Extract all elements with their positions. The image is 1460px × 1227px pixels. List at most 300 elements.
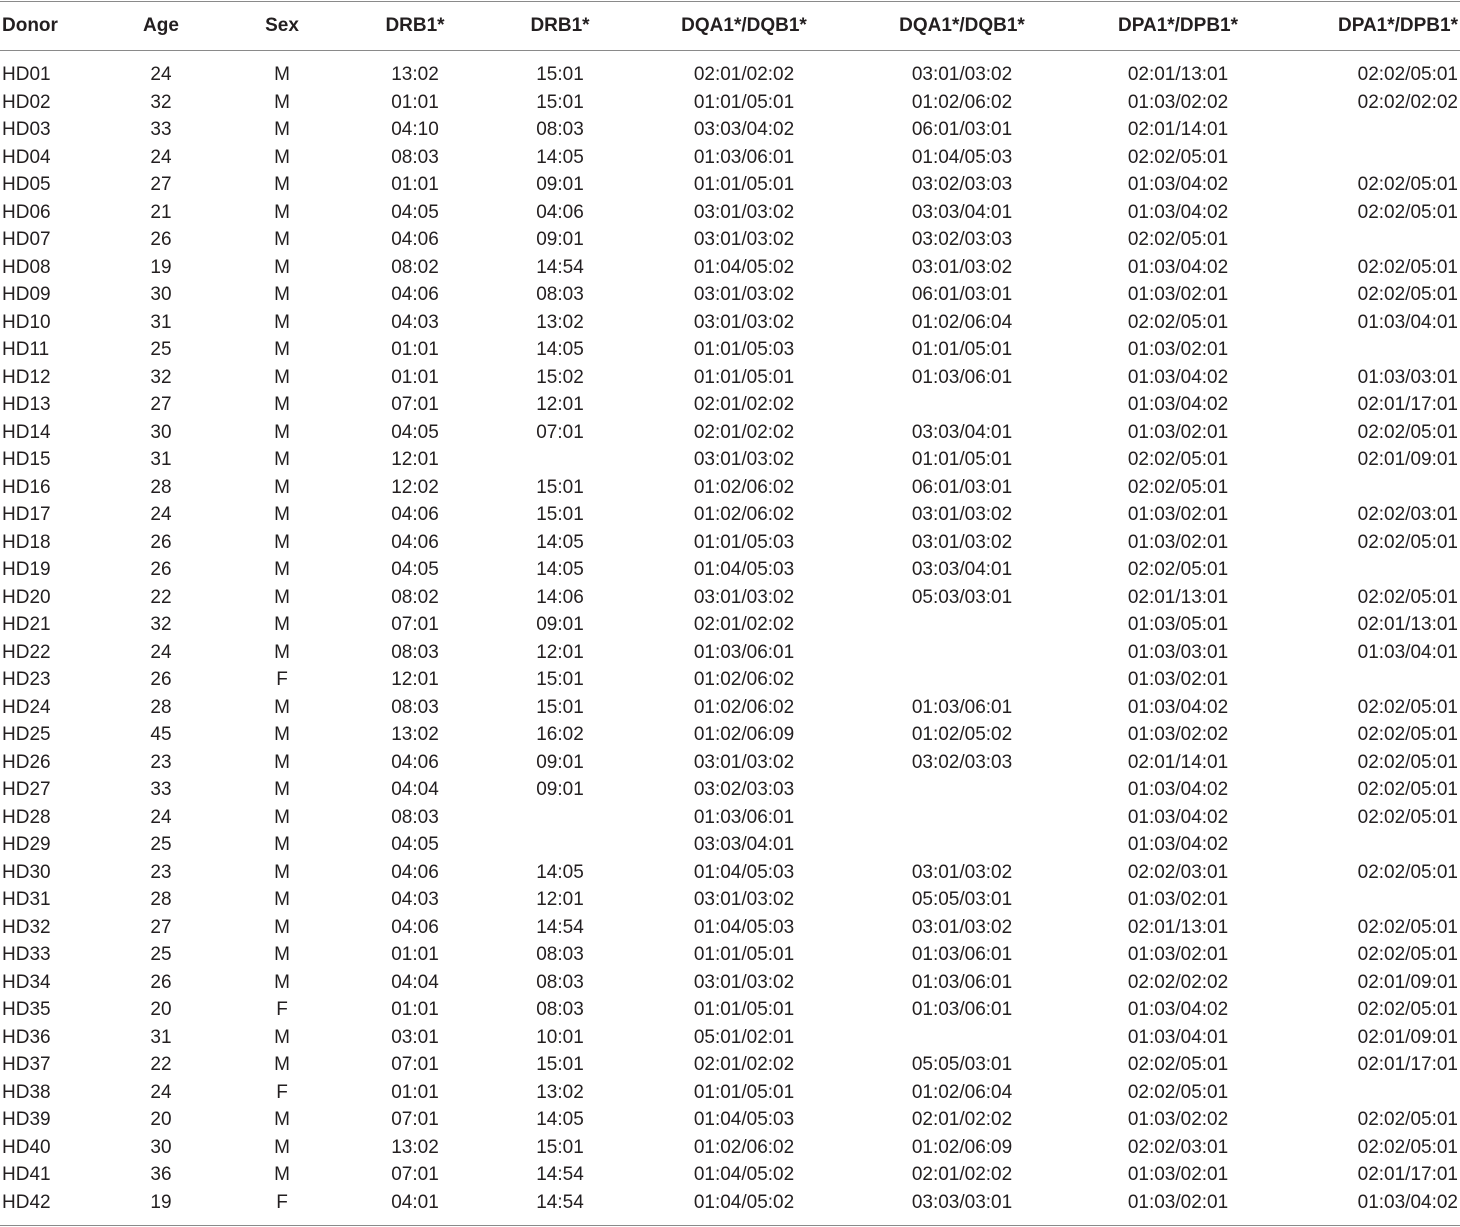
cell-donor: HD32 xyxy=(2,916,51,938)
cell-drb1-1: 12:01 xyxy=(391,669,439,690)
cell-donor: HD12 xyxy=(2,366,51,388)
cell-dqa1-dqb1-2: 03:01/03:02 xyxy=(911,64,1013,85)
cell-dqa1-dqb1-2: 01:03/06:01 xyxy=(911,696,1013,718)
cell-drb1-1: 04:06 xyxy=(391,916,439,938)
cell-donor: HD04 xyxy=(2,146,51,168)
cell-age: 22 xyxy=(150,1054,172,1075)
cell-sex: M xyxy=(274,1054,290,1075)
cell-sex: M xyxy=(274,531,290,553)
cell-drb1-2: 04:06 xyxy=(536,201,584,223)
cell-drb1-1: 07:01 xyxy=(391,614,439,635)
cell-age: 26 xyxy=(150,971,172,993)
cell-drb1-1: 04:06 xyxy=(391,751,439,773)
cell-age: 30 xyxy=(150,421,172,443)
cell-drb1-2: 14:05 xyxy=(536,559,584,580)
cell-age: 31 xyxy=(150,311,172,333)
cell-drb1-2: 13:02 xyxy=(536,311,584,333)
table-bottom-rule xyxy=(0,1225,1460,1226)
cell-sex: M xyxy=(274,971,290,993)
header-drb1-allele-2: DRB1* xyxy=(530,15,590,36)
cell-dqa1-dqb1-1: 02:01/02:02 xyxy=(693,421,795,443)
cell-age: 23 xyxy=(150,751,172,773)
cell-age: 25 xyxy=(150,339,172,360)
cell-sex: M xyxy=(274,696,290,718)
cell-dqa1-dqb1-1: 01:02/06:02 xyxy=(693,504,795,525)
cell-sex: M xyxy=(274,229,290,250)
cell-dqa1-dqb1-2: 01:02/06:04 xyxy=(911,1081,1013,1103)
cell-drb1-1: 04:06 xyxy=(391,531,439,553)
table-row xyxy=(0,228,1460,256)
cell-sex: M xyxy=(274,559,290,580)
cell-sex: M xyxy=(274,1026,290,1048)
cell-donor: HD18 xyxy=(2,531,51,553)
cell-drb1-1: 04:01 xyxy=(391,1191,439,1213)
cell-sex: M xyxy=(274,339,290,360)
cell-donor: HD41 xyxy=(2,1164,51,1185)
cell-dqa1-dqb1-2: 03:01/03:02 xyxy=(911,916,1013,938)
cell-donor: HD24 xyxy=(2,696,51,718)
cell-dqa1-dqb1-1: 01:03/06:01 xyxy=(693,146,795,168)
cell-drb1-1: 01:01 xyxy=(391,174,439,195)
cell-dqa1-dqb1-2: 06:01/03:01 xyxy=(911,119,1013,140)
cell-drb1-1: 01:01 xyxy=(391,999,439,1020)
table-row xyxy=(0,943,1460,971)
table-row xyxy=(0,146,1460,174)
cell-sex: M xyxy=(274,724,290,745)
table-row xyxy=(0,256,1460,284)
cell-donor: HD02 xyxy=(2,91,51,113)
cell-dpa1-dpb1-2: 02:02/05:01 xyxy=(1357,174,1458,195)
cell-drb1-1: 08:03 xyxy=(391,146,439,168)
table-row xyxy=(0,1053,1460,1081)
cell-dpa1-dpb1-1: 01:03/02:01 xyxy=(1127,504,1229,525)
cell-dqa1-dqb1-1: 03:01/03:02 xyxy=(693,971,795,993)
table-row xyxy=(0,1026,1460,1054)
cell-sex: M xyxy=(274,146,290,168)
cell-dqa1-dqb1-1: 03:01/03:02 xyxy=(693,586,795,608)
table-row xyxy=(0,201,1460,229)
table-row xyxy=(0,668,1460,696)
cell-drb1-2: 15:01 xyxy=(536,64,584,85)
table-row xyxy=(0,641,1460,669)
cell-drb1-2: 12:01 xyxy=(536,641,584,663)
cell-dqa1-dqb1-1: 02:01/02:02 xyxy=(693,614,795,635)
cell-sex: M xyxy=(274,861,290,883)
cell-donor: HD19 xyxy=(2,559,51,580)
cell-drb1-2: 14:54 xyxy=(536,916,584,938)
cell-age: 32 xyxy=(150,614,172,635)
cell-dqa1-dqb1-2: 05:03/03:01 xyxy=(911,586,1013,608)
cell-dqa1-dqb1-1: 02:01/02:02 xyxy=(693,64,795,85)
cell-sex: M xyxy=(274,1164,290,1185)
cell-sex: F xyxy=(276,999,288,1020)
cell-donor: HD27 xyxy=(2,779,51,800)
cell-dpa1-dpb1-1: 01:03/04:02 xyxy=(1127,366,1229,388)
cell-drb1-2: 14:05 xyxy=(536,146,584,168)
cell-drb1-1: 01:01 xyxy=(391,944,439,965)
cell-dpa1-dpb1-1: 02:02/05:01 xyxy=(1127,146,1229,168)
cell-drb1-1: 01:01 xyxy=(391,1081,439,1103)
cell-dpa1-dpb1-1: 01:03/02:01 xyxy=(1127,531,1229,553)
cell-drb1-2: 15:01 xyxy=(536,696,584,718)
cell-donor: HD11 xyxy=(2,339,50,360)
cell-dqa1-dqb1-1: 01:01/05:01 xyxy=(693,1081,795,1103)
cell-drb1-1: 04:10 xyxy=(391,119,439,140)
cell-sex: M xyxy=(274,779,290,800)
cell-dpa1-dpb1-1: 02:02/05:01 xyxy=(1127,476,1229,498)
table-header-row xyxy=(0,0,1460,50)
cell-age: 26 xyxy=(150,531,172,553)
cell-dqa1-dqb1-2: 03:01/03:02 xyxy=(911,504,1013,525)
cell-dqa1-dqb1-2: 06:01/03:01 xyxy=(911,476,1013,498)
cell-sex: M xyxy=(274,504,290,525)
cell-donor: HD14 xyxy=(2,421,51,443)
cell-donor: HD09 xyxy=(2,284,51,305)
table-row xyxy=(0,393,1460,421)
cell-drb1-1: 07:01 xyxy=(391,1109,439,1130)
cell-dqa1-dqb1-2: 01:02/06:04 xyxy=(911,311,1013,333)
cell-age: 26 xyxy=(150,669,172,690)
cell-dpa1-dpb1-1: 01:03/02:01 xyxy=(1127,421,1229,443)
cell-sex: M xyxy=(274,284,290,305)
table-row xyxy=(0,1136,1460,1164)
cell-age: 27 xyxy=(150,394,172,415)
cell-sex: M xyxy=(274,119,290,140)
cell-drb1-2: 09:01 xyxy=(536,779,584,800)
cell-drb1-2: 09:01 xyxy=(536,174,584,195)
cell-dqa1-dqb1-1: 03:01/03:02 xyxy=(693,889,795,910)
cell-donor: HD06 xyxy=(2,201,51,223)
cell-dpa1-dpb1-2: 02:02/05:01 xyxy=(1357,421,1458,443)
cell-dpa1-dpb1-1: 02:02/03:01 xyxy=(1127,1136,1229,1158)
table-row xyxy=(0,751,1460,779)
table-row xyxy=(0,63,1460,91)
cell-dqa1-dqb1-1: 01:02/06:09 xyxy=(693,724,795,745)
cell-dqa1-dqb1-1: 02:01/02:02 xyxy=(693,1054,795,1075)
cell-sex: M xyxy=(274,889,290,910)
cell-drb1-2: 14:05 xyxy=(536,339,584,360)
cell-age: 27 xyxy=(150,174,172,195)
cell-sex: F xyxy=(276,669,288,690)
cell-sex: M xyxy=(274,1136,290,1158)
header-age: Age xyxy=(143,15,179,36)
cell-drb1-1: 04:03 xyxy=(391,311,439,333)
cell-drb1-2: 14:05 xyxy=(536,531,584,553)
cell-drb1-1: 01:01 xyxy=(391,339,439,360)
table-row xyxy=(0,338,1460,366)
cell-donor: HD01 xyxy=(2,64,51,85)
cell-drb1-2: 07:01 xyxy=(536,421,584,443)
cell-dpa1-dpb1-1: 02:02/05:01 xyxy=(1127,449,1229,470)
cell-age: 24 xyxy=(150,64,172,85)
cell-age: 33 xyxy=(150,779,172,800)
cell-age: 23 xyxy=(150,861,172,883)
cell-donor: HD16 xyxy=(2,476,51,498)
cell-drb1-1: 04:05 xyxy=(391,834,439,855)
cell-dqa1-dqb1-2: 03:03/04:01 xyxy=(911,559,1013,580)
table-row xyxy=(0,283,1460,311)
cell-dpa1-dpb1-2: 02:01/17:01 xyxy=(1357,394,1458,415)
table-row xyxy=(0,998,1460,1026)
cell-drb1-1: 04:06 xyxy=(391,229,439,250)
cell-dqa1-dqb1-2: 03:02/03:03 xyxy=(911,229,1013,250)
cell-age: 36 xyxy=(150,1164,172,1185)
cell-drb1-2: 08:03 xyxy=(536,119,584,140)
cell-drb1-2: 15:01 xyxy=(536,91,584,113)
cell-drb1-2: 15:01 xyxy=(536,1136,584,1158)
cell-dqa1-dqb1-2: 03:02/03:03 xyxy=(911,751,1013,773)
table-row xyxy=(0,806,1460,834)
cell-drb1-2: 12:01 xyxy=(536,889,584,910)
cell-drb1-2: 12:01 xyxy=(536,394,584,415)
cell-drb1-2: 14:06 xyxy=(536,586,584,608)
table-row xyxy=(0,311,1460,339)
cell-dpa1-dpb1-2: 02:02/05:01 xyxy=(1357,779,1458,800)
table-row xyxy=(0,613,1460,641)
cell-donor: HD26 xyxy=(2,751,51,773)
cell-drb1-2: 13:02 xyxy=(536,1081,584,1103)
cell-dpa1-dpb1-2: 02:02/05:01 xyxy=(1357,916,1458,938)
cell-donor: HD25 xyxy=(2,724,51,745)
cell-sex: M xyxy=(274,311,290,333)
cell-age: 26 xyxy=(150,559,172,580)
cell-dqa1-dqb1-1: 03:01/03:02 xyxy=(693,229,795,250)
cell-dpa1-dpb1-1: 02:01/13:01 xyxy=(1127,64,1229,85)
cell-age: 28 xyxy=(150,889,172,910)
cell-age: 24 xyxy=(150,806,172,828)
cell-dqa1-dqb1-1: 01:01/05:01 xyxy=(693,91,795,113)
cell-sex: M xyxy=(274,366,290,388)
cell-dqa1-dqb1-2: 02:01/02:02 xyxy=(911,1164,1013,1185)
cell-drb1-1: 13:02 xyxy=(391,724,439,745)
cell-dqa1-dqb1-2: 06:01/03:01 xyxy=(911,284,1013,305)
cell-dqa1-dqb1-1: 01:01/05:03 xyxy=(693,531,795,553)
cell-sex: M xyxy=(274,91,290,113)
cell-donor: HD28 xyxy=(2,806,51,828)
cell-dpa1-dpb1-2: 02:02/05:01 xyxy=(1357,944,1458,965)
cell-dpa1-dpb1-2: 01:03/03:01 xyxy=(1357,366,1458,388)
cell-drb1-1: 13:02 xyxy=(391,64,439,85)
cell-dpa1-dpb1-1: 01:03/02:01 xyxy=(1127,1164,1229,1185)
cell-age: 22 xyxy=(150,586,172,608)
cell-drb1-1: 01:01 xyxy=(391,366,439,388)
table-row xyxy=(0,778,1460,806)
cell-drb1-2: 09:01 xyxy=(536,614,584,635)
cell-age: 28 xyxy=(150,476,172,498)
cell-sex: M xyxy=(274,421,290,443)
cell-sex: M xyxy=(274,751,290,773)
cell-sex: M xyxy=(274,394,290,415)
cell-dpa1-dpb1-1: 02:02/05:01 xyxy=(1127,1054,1229,1075)
cell-dqa1-dqb1-2: 03:01/03:02 xyxy=(911,861,1013,883)
cell-drb1-1: 07:01 xyxy=(391,1164,439,1185)
cell-dqa1-dqb1-2: 03:01/03:02 xyxy=(911,256,1013,278)
cell-dpa1-dpb1-1: 01:03/03:01 xyxy=(1127,641,1229,663)
cell-donor: HD35 xyxy=(2,999,51,1020)
table-row xyxy=(0,91,1460,119)
cell-dqa1-dqb1-1: 03:01/03:02 xyxy=(693,751,795,773)
cell-drb1-2: 08:03 xyxy=(536,971,584,993)
cell-age: 32 xyxy=(150,91,172,113)
cell-drb1-1: 12:01 xyxy=(391,449,439,470)
cell-drb1-1: 04:06 xyxy=(391,504,439,525)
cell-dpa1-dpb1-1: 01:03/04:02 xyxy=(1127,834,1229,855)
cell-age: 20 xyxy=(150,1109,172,1130)
cell-dpa1-dpb1-1: 01:03/04:02 xyxy=(1127,256,1229,278)
cell-drb1-1: 04:05 xyxy=(391,559,439,580)
table-row xyxy=(0,421,1460,449)
cell-age: 25 xyxy=(150,834,172,855)
cell-sex: F xyxy=(276,1081,288,1103)
cell-age: 28 xyxy=(150,696,172,718)
cell-dpa1-dpb1-2: 01:03/04:01 xyxy=(1357,311,1458,333)
cell-drb1-2: 14:05 xyxy=(536,861,584,883)
table-row xyxy=(0,173,1460,201)
cell-drb1-1: 04:04 xyxy=(391,779,439,800)
cell-donor: HD39 xyxy=(2,1109,51,1130)
cell-dpa1-dpb1-1: 02:01/13:01 xyxy=(1127,916,1229,938)
cell-dpa1-dpb1-1: 02:02/03:01 xyxy=(1127,861,1229,883)
cell-donor: HD03 xyxy=(2,119,51,140)
cell-dqa1-dqb1-1: 01:04/05:03 xyxy=(693,861,795,883)
cell-dqa1-dqb1-1: 01:02/06:02 xyxy=(693,696,795,718)
cell-drb1-1: 04:05 xyxy=(391,201,439,223)
cell-age: 25 xyxy=(150,944,172,965)
header-dqa1-dqb1-1: DQA1*/DQB1* xyxy=(681,15,807,36)
table-row xyxy=(0,1081,1460,1109)
table-row xyxy=(0,1191,1460,1219)
cell-donor: HD34 xyxy=(2,971,51,993)
cell-dqa1-dqb1-1: 03:01/03:02 xyxy=(693,311,795,333)
cell-dqa1-dqb1-2: 05:05/03:01 xyxy=(911,889,1013,910)
cell-dpa1-dpb1-1: 01:03/04:02 xyxy=(1127,696,1229,718)
cell-drb1-2: 10:01 xyxy=(536,1026,584,1048)
cell-dqa1-dqb1-1: 01:04/05:03 xyxy=(693,916,795,938)
cell-dpa1-dpb1-1: 01:03/02:01 xyxy=(1127,669,1229,690)
cell-dpa1-dpb1-1: 01:03/02:02 xyxy=(1127,91,1229,113)
cell-dpa1-dpb1-2: 02:02/05:01 xyxy=(1357,531,1458,553)
cell-drb1-2: 14:54 xyxy=(536,1164,584,1185)
cell-donor: HD05 xyxy=(2,174,51,195)
cell-dqa1-dqb1-1: 01:02/06:02 xyxy=(693,669,795,690)
cell-sex: M xyxy=(274,201,290,223)
cell-dqa1-dqb1-1: 03:01/03:02 xyxy=(693,449,795,470)
cell-dpa1-dpb1-2: 02:02/05:01 xyxy=(1357,724,1458,745)
cell-dpa1-dpb1-1: 02:02/05:01 xyxy=(1127,311,1229,333)
header-dpa1-dpb1-2: DPA1*/DPB1* xyxy=(1337,15,1458,36)
header-sex: Sex xyxy=(265,15,299,36)
cell-dqa1-dqb1-2: 01:03/06:01 xyxy=(911,944,1013,965)
cell-sex: M xyxy=(274,1109,290,1130)
cell-drb1-1: 08:03 xyxy=(391,641,439,663)
cell-drb1-2: 15:01 xyxy=(536,504,584,525)
cell-donor: HD13 xyxy=(2,394,51,415)
cell-age: 45 xyxy=(150,724,172,745)
cell-dpa1-dpb1-1: 01:03/02:02 xyxy=(1127,724,1229,745)
cell-dpa1-dpb1-1: 01:03/04:02 xyxy=(1127,806,1229,828)
cell-dpa1-dpb1-1: 01:03/02:01 xyxy=(1127,284,1229,305)
cell-donor: HD42 xyxy=(2,1191,51,1213)
cell-dqa1-dqb1-1: 01:04/05:03 xyxy=(693,1109,795,1130)
cell-dqa1-dqb1-1: 01:03/06:01 xyxy=(693,641,795,663)
table-row xyxy=(0,558,1460,586)
cell-age: 30 xyxy=(150,284,172,305)
cell-dqa1-dqb1-1: 01:01/05:01 xyxy=(693,366,795,388)
header-dqa1-dqb1-2: DQA1*/DQB1* xyxy=(899,15,1025,36)
cell-sex: M xyxy=(274,586,290,608)
cell-dqa1-dqb1-2: 01:01/05:01 xyxy=(911,449,1013,470)
cell-drb1-1: 12:02 xyxy=(391,476,439,498)
cell-drb1-1: 04:05 xyxy=(391,421,439,443)
cell-dqa1-dqb1-1: 01:04/05:02 xyxy=(693,256,795,278)
cell-dpa1-dpb1-2: 02:02/05:01 xyxy=(1357,586,1458,608)
cell-donor: HD30 xyxy=(2,861,51,883)
cell-drb1-2: 09:01 xyxy=(536,751,584,773)
table-row xyxy=(0,888,1460,916)
cell-dqa1-dqb1-2: 03:03/04:01 xyxy=(911,201,1013,223)
cell-dqa1-dqb1-2: 01:03/06:01 xyxy=(911,971,1013,993)
cell-age: 24 xyxy=(150,1081,172,1103)
cell-donor: HD07 xyxy=(2,229,51,250)
cell-dqa1-dqb1-2: 03:03/04:01 xyxy=(911,421,1013,443)
cell-dpa1-dpb1-1: 01:03/02:01 xyxy=(1127,944,1229,965)
cell-drb1-2: 08:03 xyxy=(536,999,584,1020)
cell-age: 24 xyxy=(150,641,172,663)
cell-sex: M xyxy=(274,641,290,663)
cell-drb1-1: 07:01 xyxy=(391,394,439,415)
cell-sex: M xyxy=(274,449,290,470)
table-row xyxy=(0,503,1460,531)
cell-dpa1-dpb1-2: 01:03/04:02 xyxy=(1357,1191,1458,1213)
cell-dqa1-dqb1-1: 01:01/05:01 xyxy=(693,174,795,195)
cell-donor: HD15 xyxy=(2,449,51,470)
cell-dqa1-dqb1-2: 05:05/03:01 xyxy=(911,1054,1013,1075)
table-row xyxy=(0,971,1460,999)
cell-age: 24 xyxy=(150,146,172,168)
table-row xyxy=(0,1108,1460,1136)
cell-dpa1-dpb1-2: 02:02/05:01 xyxy=(1357,751,1458,773)
cell-drb1-1: 01:01 xyxy=(391,91,439,113)
cell-dqa1-dqb1-1: 03:03/04:02 xyxy=(693,119,795,140)
cell-dqa1-dqb1-1: 01:04/05:03 xyxy=(693,559,795,580)
cell-donor: HD38 xyxy=(2,1081,51,1103)
cell-age: 24 xyxy=(150,504,172,525)
cell-donor: HD17 xyxy=(2,504,51,525)
cell-drb1-2: 08:03 xyxy=(536,284,584,305)
cell-dqa1-dqb1-1: 01:01/05:01 xyxy=(693,999,795,1020)
cell-dpa1-dpb1-2: 02:02/05:01 xyxy=(1357,284,1458,305)
cell-drb1-1: 08:02 xyxy=(391,256,439,278)
cell-sex: M xyxy=(274,834,290,855)
table-row xyxy=(0,366,1460,394)
table-row xyxy=(0,916,1460,944)
cell-dpa1-dpb1-1: 01:03/04:02 xyxy=(1127,779,1229,800)
cell-age: 31 xyxy=(150,1026,172,1048)
cell-dqa1-dqb1-1: 05:01/02:01 xyxy=(693,1026,795,1048)
cell-dpa1-dpb1-2: 02:01/13:01 xyxy=(1357,614,1458,635)
cell-dpa1-dpb1-2: 02:02/05:01 xyxy=(1357,999,1458,1020)
table-row xyxy=(0,118,1460,146)
table-row xyxy=(0,586,1460,614)
cell-donor: HD22 xyxy=(2,641,51,663)
table-row xyxy=(0,833,1460,861)
cell-dpa1-dpb1-1: 02:02/02:02 xyxy=(1127,971,1229,993)
table-header-rule xyxy=(0,50,1460,51)
cell-dqa1-dqb1-1: 01:04/05:02 xyxy=(693,1191,795,1213)
table-row xyxy=(0,448,1460,476)
cell-drb1-1: 07:01 xyxy=(391,1054,439,1075)
cell-drb1-1: 08:03 xyxy=(391,696,439,718)
